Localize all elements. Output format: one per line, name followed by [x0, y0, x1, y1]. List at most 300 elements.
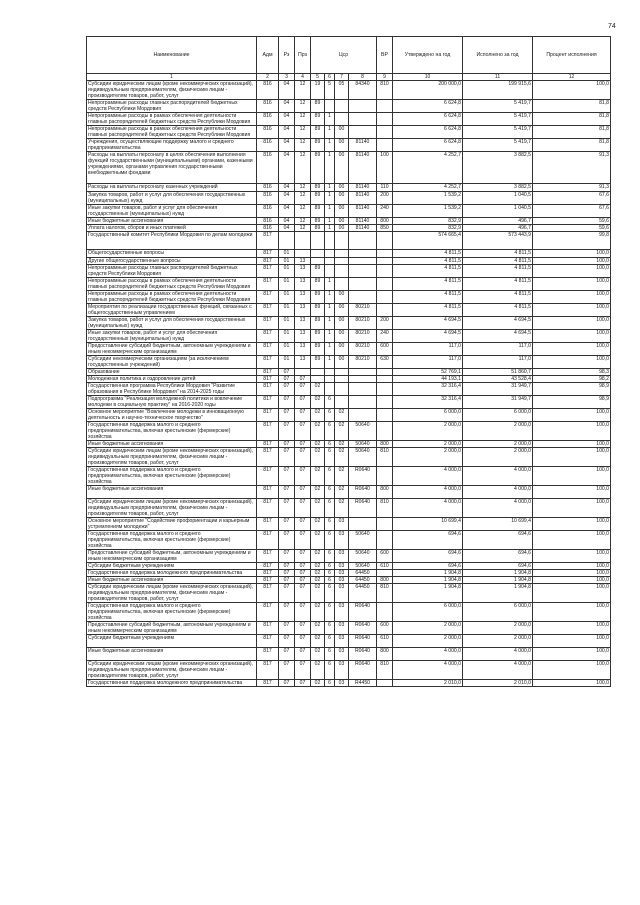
row-prz-cell: 07	[295, 441, 311, 448]
row-executed-cell: 1 040,5	[463, 192, 533, 205]
row-executed-cell: 31 949,7	[463, 396, 533, 409]
table-row	[87, 218, 611, 225]
row-rz-cell: 01	[279, 250, 295, 258]
row-csr-direction-cell: R0640	[349, 648, 377, 661]
row-csr-event-cell: 00	[335, 139, 349, 152]
row-percent-cell: 67,6	[533, 192, 611, 205]
table-body	[87, 81, 611, 687]
row-prz-cell: 13	[295, 330, 311, 343]
row-csr-event-cell: 00	[335, 192, 349, 205]
row-csr-direction-cell: 50640	[349, 441, 377, 448]
row-percent-cell: 100,0	[533, 570, 611, 577]
row-approved-cell: 2 010,0	[393, 680, 463, 687]
row-csr-program-cell: 02	[311, 441, 325, 448]
row-rz-cell: 07	[279, 518, 295, 531]
row-adm-cell: 817	[257, 383, 279, 396]
row-adm-cell: 816	[257, 192, 279, 205]
row-rz-cell: 04	[279, 139, 295, 152]
row-csr-direction-cell: 80210	[349, 317, 377, 330]
row-vr-cell	[377, 139, 393, 152]
row-csr-subprogram-cell: 1	[325, 184, 335, 192]
row-approved-cell: 44 193,1	[393, 376, 463, 383]
row-percent-cell: 100,0	[533, 635, 611, 648]
table-row	[87, 467, 611, 486]
row-rz-cell: 04	[279, 100, 295, 113]
row-approved-cell: 694,6	[393, 563, 463, 570]
page-number: 74	[608, 23, 616, 30]
row-percent-cell: 67,6	[533, 205, 611, 218]
row-csr-subprogram-cell: 1	[325, 356, 335, 369]
row-executed-cell: 1 040,5	[463, 205, 533, 218]
row-csr-event-cell: 03	[335, 531, 349, 550]
row-csr-event-cell	[335, 232, 349, 250]
row-prz-cell: 07	[295, 577, 311, 584]
row-percent-cell: 98,2	[533, 376, 611, 383]
col-header-adm: Адм	[257, 37, 279, 74]
row-vr-cell	[377, 304, 393, 317]
row-csr-event-cell: 03	[335, 518, 349, 531]
row-percent-cell: 100,0	[533, 467, 611, 486]
row-percent-cell: 81,8	[533, 100, 611, 113]
column-index: 2	[257, 74, 279, 81]
row-csr-direction-cell: 64450	[349, 584, 377, 603]
row-csr-subprogram-cell: 1	[325, 278, 335, 291]
row-vr-cell: 240	[377, 330, 393, 343]
row-adm-cell: 817	[257, 441, 279, 448]
table-row	[87, 232, 611, 250]
row-percent-cell: 59,6	[533, 225, 611, 232]
row-rz-cell: 04	[279, 184, 295, 192]
row-csr-program-cell: 02	[311, 396, 325, 409]
row-name-cell: Непрограммные расходы в рамках обеспечения деятельности главных распорядителей бюджетных средств Республики Мордовия	[87, 278, 257, 291]
table-row	[87, 184, 611, 192]
row-adm-cell: 817	[257, 343, 279, 356]
row-adm-cell: 817	[257, 603, 279, 622]
row-vr-cell	[377, 531, 393, 550]
row-approved-cell: 694,6	[393, 550, 463, 563]
row-csr-event-cell	[335, 265, 349, 278]
table-row	[87, 317, 611, 330]
row-adm-cell: 817	[257, 661, 279, 680]
row-percent-cell: 100,0	[533, 250, 611, 258]
row-percent-cell: 100,0	[533, 563, 611, 570]
row-rz-cell: 07	[279, 383, 295, 396]
table-row	[87, 126, 611, 139]
row-approved-cell: 4 811,5	[393, 265, 463, 278]
row-vr-cell	[377, 409, 393, 422]
row-vr-cell: 240	[377, 205, 393, 218]
column-index: 9	[377, 74, 393, 81]
row-approved-cell: 1 904,8	[393, 570, 463, 577]
row-csr-subprogram-cell: 1	[325, 192, 335, 205]
row-csr-program-cell: 89	[311, 304, 325, 317]
table-row	[87, 635, 611, 648]
row-percent-cell: 98,9	[533, 383, 611, 396]
row-csr-program-cell: 89	[311, 356, 325, 369]
row-csr-direction-cell: 50640	[349, 531, 377, 550]
row-approved-cell: 1 539,2	[393, 192, 463, 205]
table-row	[87, 81, 611, 100]
row-csr-program-cell: 89	[311, 205, 325, 218]
row-csr-direction-cell	[349, 369, 377, 376]
table-row	[87, 409, 611, 422]
row-adm-cell: 817	[257, 570, 279, 577]
row-adm-cell: 817	[257, 499, 279, 518]
row-approved-cell: 117,0	[393, 356, 463, 369]
row-adm-cell: 817	[257, 635, 279, 648]
row-csr-program-cell: 89	[311, 218, 325, 225]
row-prz-cell: 07	[295, 396, 311, 409]
row-vr-cell: 810	[377, 499, 393, 518]
row-csr-direction-cell: 64450	[349, 577, 377, 584]
row-csr-event-cell: 02	[335, 486, 349, 499]
row-adm-cell: 817	[257, 448, 279, 467]
row-approved-cell: 200 000,0	[393, 81, 463, 100]
row-prz-cell: 13	[295, 265, 311, 278]
row-prz-cell: 12	[295, 225, 311, 232]
row-rz-cell: 01	[279, 343, 295, 356]
row-executed-cell: 43 528,4	[463, 376, 533, 383]
row-csr-direction-cell: 81140	[349, 192, 377, 205]
row-prz-cell: 07	[295, 486, 311, 499]
row-vr-cell	[377, 258, 393, 265]
row-adm-cell: 817	[257, 680, 279, 687]
row-csr-direction-cell: 50640	[349, 422, 377, 441]
row-vr-cell: 800	[377, 577, 393, 584]
row-csr-subprogram-cell: 6	[325, 577, 335, 584]
row-executed-cell: 3 882,5	[463, 184, 533, 192]
row-prz-cell: 07	[295, 661, 311, 680]
row-prz-cell: 07	[295, 409, 311, 422]
row-csr-program-cell: 89	[311, 278, 325, 291]
row-name-cell: Субсидии юридическим лицам (кроме некоммерческих организаций), индивидуальным предпринимателям, физическим лицам - производителям товаров, работ, услуг	[87, 81, 257, 100]
row-csr-subprogram-cell: 6	[325, 603, 335, 622]
row-name-cell: Субсидии юридическим лицам (кроме некоммерческих организаций), индивидуальным предпринимателям, физическим лицам - производителям товаров, работ, услуг	[87, 448, 257, 467]
row-approved-cell: 4 811,5	[393, 258, 463, 265]
row-csr-event-cell: 02	[335, 422, 349, 441]
row-rz-cell: 07	[279, 550, 295, 563]
row-name-cell: Подпрограмма "Реализация молодежной политики и вовлечение молодежи в социальную практику" на 2016-2020 годы	[87, 396, 257, 409]
row-rz-cell: 01	[279, 278, 295, 291]
row-approved-cell: 2 000,0	[393, 448, 463, 467]
row-adm-cell: 816	[257, 139, 279, 152]
row-executed-cell: 2 010,0	[463, 680, 533, 687]
row-executed-cell: 694,6	[463, 563, 533, 570]
row-vr-cell	[377, 376, 393, 383]
row-csr-event-cell: 00	[335, 291, 349, 304]
row-csr-event-cell: 02	[335, 409, 349, 422]
row-csr-program-cell: 89	[311, 225, 325, 232]
row-csr-subprogram-cell: 6	[325, 550, 335, 563]
row-rz-cell: 07	[279, 409, 295, 422]
table-row	[87, 383, 611, 396]
row-vr-cell: 610	[377, 635, 393, 648]
row-name-cell: Государственная программа Республики Мордовия "Развитие образования в Республике Мордовия" на 2014-2025 годы	[87, 383, 257, 396]
row-rz-cell: 01	[279, 304, 295, 317]
row-csr-event-cell: 03	[335, 648, 349, 661]
row-name-cell: Субсидии юридическим лицам (кроме некоммерческих организаций), индивидуальным предпринимателям, физическим лицам - производителям товаров, работ, услуг	[87, 499, 257, 518]
row-percent-cell: 100,0	[533, 317, 611, 330]
row-rz-cell: 07	[279, 603, 295, 622]
row-adm-cell: 816	[257, 152, 279, 184]
table-row	[87, 225, 611, 232]
row-rz-cell: 07	[279, 422, 295, 441]
row-csr-subprogram-cell	[325, 265, 335, 278]
row-rz-cell: 07	[279, 648, 295, 661]
row-approved-cell: 832,9	[393, 225, 463, 232]
row-vr-cell: 630	[377, 356, 393, 369]
row-approved-cell: 1 904,8	[393, 584, 463, 603]
row-adm-cell: 816	[257, 126, 279, 139]
row-rz-cell: 01	[279, 265, 295, 278]
row-adm-cell: 817	[257, 291, 279, 304]
row-vr-cell: 600	[377, 343, 393, 356]
table-row	[87, 486, 611, 499]
row-csr-direction-cell	[349, 113, 377, 126]
row-vr-cell	[377, 422, 393, 441]
row-vr-cell: 800	[377, 486, 393, 499]
table-row	[87, 563, 611, 570]
row-approved-cell: 694,6	[393, 531, 463, 550]
row-name-cell: Государственная поддержка малого и среднего предпринимательства, включая крестьянские (фермерские) хозяйства	[87, 531, 257, 550]
row-csr-program-cell: 02	[311, 486, 325, 499]
row-csr-subprogram-cell: 1	[325, 126, 335, 139]
row-executed-cell: 496,7	[463, 218, 533, 225]
row-csr-event-cell	[335, 113, 349, 126]
row-approved-cell: 4 694,5	[393, 330, 463, 343]
row-executed-cell: 10 699,4	[463, 518, 533, 531]
row-rz-cell: 07	[279, 369, 295, 376]
row-csr-direction-cell: 64450	[349, 570, 377, 577]
row-rz-cell: 07	[279, 486, 295, 499]
row-csr-subprogram-cell: 6	[325, 635, 335, 648]
row-approved-cell: 6 624,8	[393, 113, 463, 126]
row-vr-cell: 800	[377, 218, 393, 225]
row-approved-cell: 52 769,1	[393, 369, 463, 376]
table-row	[87, 205, 611, 218]
row-csr-direction-cell: 81140	[349, 205, 377, 218]
row-percent-cell: 100,0	[533, 603, 611, 622]
row-csr-direction-cell: R0640	[349, 467, 377, 486]
row-percent-cell: 100,0	[533, 518, 611, 531]
row-name-cell: Государственная поддержка молодежного предпринимательства	[87, 570, 257, 577]
row-csr-program-cell: 89	[311, 330, 325, 343]
row-prz-cell: 07	[295, 584, 311, 603]
table-row	[87, 441, 611, 448]
row-rz-cell: 04	[279, 113, 295, 126]
row-vr-cell: 800	[377, 648, 393, 661]
row-csr-event-cell: 00	[335, 126, 349, 139]
row-name-cell: Закупка товаров, работ и услуг для обеспечения государственных (муниципальных) нужд	[87, 317, 257, 330]
row-csr-direction-cell: 80210	[349, 343, 377, 356]
table-row	[87, 577, 611, 584]
row-csr-event-cell	[335, 100, 349, 113]
row-adm-cell: 817	[257, 584, 279, 603]
row-approved-cell: 4 252,7	[393, 184, 463, 192]
row-vr-cell: 800	[377, 441, 393, 448]
table-row	[87, 265, 611, 278]
row-csr-event-cell: 00	[335, 205, 349, 218]
table-row	[87, 139, 611, 152]
row-executed-cell: 6 000,0	[463, 409, 533, 422]
row-adm-cell: 817	[257, 356, 279, 369]
row-vr-cell	[377, 250, 393, 258]
row-vr-cell: 600	[377, 550, 393, 563]
row-prz-cell: 07	[295, 603, 311, 622]
row-percent-cell: 100,0	[533, 343, 611, 356]
row-csr-event-cell: 00	[335, 152, 349, 184]
row-approved-cell: 4 000,0	[393, 648, 463, 661]
row-vr-cell	[377, 570, 393, 577]
row-rz-cell: 04	[279, 225, 295, 232]
row-percent-cell: 100,0	[533, 291, 611, 304]
row-csr-program-cell: 02	[311, 635, 325, 648]
row-executed-cell: 4 000,0	[463, 661, 533, 680]
row-approved-cell: 6 000,0	[393, 409, 463, 422]
row-prz-cell: 07	[295, 531, 311, 550]
row-approved-cell: 6 624,8	[393, 139, 463, 152]
row-adm-cell: 817	[257, 467, 279, 486]
row-name-cell: Непрограммные расходы главных распорядителей бюджетных средств Республики Мордовия	[87, 265, 257, 278]
row-name-cell: Мероприятия по реализации государственных функций, связанных с общегосударственным управлением	[87, 304, 257, 317]
table-row	[87, 250, 611, 258]
table-row	[87, 396, 611, 409]
row-percent-cell: 100,0	[533, 486, 611, 499]
row-executed-cell: 2 000,0	[463, 622, 533, 635]
row-csr-direction-cell	[349, 291, 377, 304]
row-csr-program-cell: 89	[311, 152, 325, 184]
row-prz-cell: 12	[295, 218, 311, 225]
row-approved-cell: 4 811,5	[393, 250, 463, 258]
row-csr-program-cell: 89	[311, 100, 325, 113]
col-header-percent: Процент исполнения	[533, 37, 611, 74]
row-executed-cell: 4 811,5	[463, 258, 533, 265]
table-header-row	[87, 37, 611, 74]
row-percent-cell: 100,0	[533, 422, 611, 441]
row-csr-event-cell	[335, 396, 349, 409]
row-percent-cell: 100,0	[533, 648, 611, 661]
table-row	[87, 291, 611, 304]
row-percent-cell: 91,3	[533, 184, 611, 192]
row-percent-cell: 59,6	[533, 218, 611, 225]
row-prz-cell: 13	[295, 258, 311, 265]
row-name-cell: Основное мероприятие "Вовлечение молодежи в инновационную деятельность и научно-техническое творчество"	[87, 409, 257, 422]
row-executed-cell: 4 000,0	[463, 467, 533, 486]
row-prz-cell: 07	[295, 422, 311, 441]
row-rz-cell: 07	[279, 570, 295, 577]
row-csr-event-cell: 03	[335, 570, 349, 577]
row-percent-cell: 100,0	[533, 531, 611, 550]
row-executed-cell: 4 811,5	[463, 291, 533, 304]
row-csr-program-cell: 02	[311, 570, 325, 577]
row-csr-event-cell: 00	[335, 343, 349, 356]
row-csr-program-cell: 89	[311, 265, 325, 278]
row-csr-event-cell: 00	[335, 218, 349, 225]
row-prz-cell: 12	[295, 152, 311, 184]
row-adm-cell: 817	[257, 278, 279, 291]
table-row	[87, 448, 611, 467]
row-percent-cell: 100,0	[533, 356, 611, 369]
row-csr-subprogram-cell: 6	[325, 396, 335, 409]
row-percent-cell: 98,9	[533, 396, 611, 409]
row-csr-direction-cell: 50640	[349, 448, 377, 467]
row-approved-cell: 4 252,7	[393, 152, 463, 184]
column-index: 12	[533, 74, 611, 81]
row-csr-direction-cell: 84340	[349, 81, 377, 100]
row-executed-cell: 6 000,0	[463, 603, 533, 622]
row-executed-cell: 5 419,7	[463, 100, 533, 113]
row-csr-event-cell: 03	[335, 635, 349, 648]
row-percent-cell: 100,0	[533, 258, 611, 265]
row-percent-cell: 100,0	[533, 622, 611, 635]
row-csr-program-cell: 02	[311, 563, 325, 570]
row-approved-cell: 4 000,0	[393, 486, 463, 499]
row-name-cell: Молодежная политика и оздоровление детей	[87, 376, 257, 383]
row-rz-cell: 07	[279, 448, 295, 467]
col-header-csr: Цср	[311, 37, 377, 74]
row-executed-cell: 694,6	[463, 531, 533, 550]
column-index: 11	[463, 74, 533, 81]
row-rz-cell: 07	[279, 622, 295, 635]
row-name-cell: Иные бюджетные ассигнования	[87, 218, 257, 225]
row-csr-direction-cell: 81140	[349, 152, 377, 184]
row-rz-cell: 07	[279, 467, 295, 486]
column-index: 7	[335, 74, 349, 81]
row-adm-cell: 817	[257, 376, 279, 383]
row-csr-program-cell: 02	[311, 680, 325, 687]
row-csr-event-cell	[335, 383, 349, 396]
row-executed-cell: 117,0	[463, 343, 533, 356]
row-name-cell: Иные бюджетные ассигнования	[87, 441, 257, 448]
row-csr-program-cell: 89	[311, 192, 325, 205]
row-csr-event-cell: 05	[335, 81, 349, 100]
row-csr-event-cell: 02	[335, 499, 349, 518]
row-adm-cell: 817	[257, 409, 279, 422]
row-name-cell: Субсидии некоммерческим организациям (за исключением государственных учреждений)	[87, 356, 257, 369]
row-csr-subprogram-cell	[325, 383, 335, 396]
row-csr-program-cell: 89	[311, 126, 325, 139]
row-csr-direction-cell: R0640	[349, 635, 377, 648]
row-executed-cell: 2 000,0	[463, 441, 533, 448]
row-name-cell: Государственная поддержка молодежного предпринимательства	[87, 680, 257, 687]
row-percent-cell: 100,0	[533, 550, 611, 563]
table-row	[87, 152, 611, 184]
row-csr-subprogram-cell: 1	[325, 304, 335, 317]
row-prz-cell: 07	[295, 680, 311, 687]
row-csr-direction-cell: 81140	[349, 218, 377, 225]
row-percent-cell: 81,8	[533, 139, 611, 152]
row-approved-cell: 574 665,4	[393, 232, 463, 250]
row-approved-cell: 2 000,0	[393, 635, 463, 648]
row-adm-cell: 817	[257, 369, 279, 376]
row-name-cell: Закупка товаров, работ и услуг для обеспечения государственных (муниципальных) нужд	[87, 192, 257, 205]
table-row	[87, 192, 611, 205]
row-rz-cell: 07	[279, 441, 295, 448]
row-adm-cell: 816	[257, 205, 279, 218]
row-csr-direction-cell	[349, 518, 377, 531]
row-csr-event-cell: 02	[335, 441, 349, 448]
row-approved-cell: 6 000,0	[393, 603, 463, 622]
row-prz-cell: 07	[295, 467, 311, 486]
row-rz-cell: 01	[279, 356, 295, 369]
row-csr-program-cell: 02	[311, 550, 325, 563]
row-approved-cell: 1 904,8	[393, 577, 463, 584]
row-approved-cell: 832,9	[393, 218, 463, 225]
row-csr-direction-cell	[349, 126, 377, 139]
row-rz-cell: 07	[279, 563, 295, 570]
row-csr-program-cell	[311, 369, 325, 376]
row-csr-direction-cell	[349, 100, 377, 113]
